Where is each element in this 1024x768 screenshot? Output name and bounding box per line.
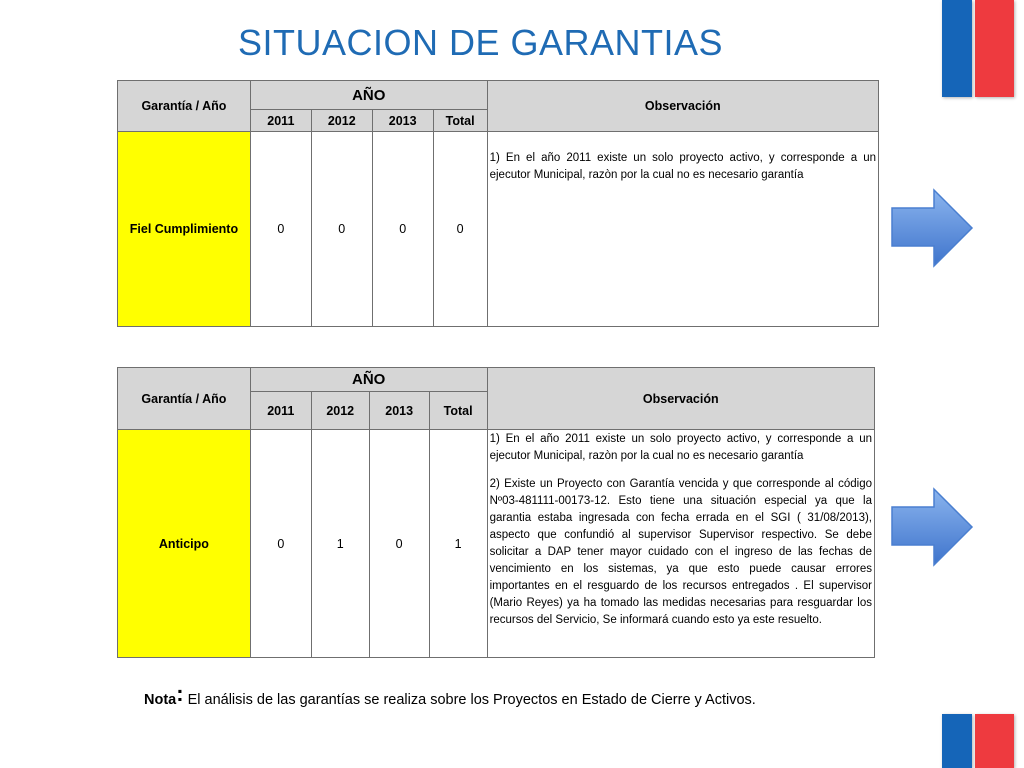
value-total: 0 [433,132,487,327]
observation-text: 1) En el año 2011 existe un solo proyecto activo, y corresponde a un ejecutor Municipal, razòn por la cual no es necesario garantía [489,152,876,181]
footnote [144,681,756,710]
value-2011: 0 [250,132,311,327]
footnote-colon: : [176,681,184,706]
value-2012: 1 [311,430,369,658]
right-arrow-icon [890,188,974,268]
observation-text-1: 1) En el año 2011 existe un solo proyecto activo, y corresponde a un ejecutor Municipal, razòn por la cual no es necesario garantía [489,433,872,462]
value-total: 1 [429,430,487,658]
column-header-ano: AÑO [250,368,487,392]
flag-red-stripe [975,0,1014,97]
column-header-observacion: Observación [487,81,878,132]
year-header-2012: 2012 [311,110,372,132]
table-row [118,430,875,658]
flag-logo-top [942,0,1014,97]
flag-red-stripe [975,714,1014,768]
value-2013: 0 [369,430,429,658]
value-2013: 0 [372,132,433,327]
year-header-2013: 2013 [372,110,433,132]
row-label: Anticipo [118,430,251,658]
guarantee-table-fiel-cumplimiento [117,80,879,327]
year-header-2011: 2011 [250,110,311,132]
column-header-garantia-ano: Garantía / Año [118,81,251,132]
footnote-label: Nota [144,692,177,708]
column-header-garantia-ano: Garantía / Año [118,368,251,430]
column-header-observacion: Observación [487,368,874,430]
observation-cell [487,430,874,658]
year-header-2013: 2013 [369,392,429,430]
value-2012: 0 [311,132,372,327]
year-header-total: Total [433,110,487,132]
flag-logo-bottom [942,714,1014,768]
observation-text-2: 2) Existe un Proyecto con Garantía vencida y que corresponde al código Nº03-481111-00173-12. Esto tiene una situación especial ya que la garantia estaba ingresada con fecha errada en el SGI ( 31/08/2013), aspecto que confundió al supervisor Supervisor respectivo. Se debe solicitar a DAP tener mayor cuidado con el ingreso de las fechas de vencimiento en los sistemas, ya que esto puede causar errores importantes en el resguardo de los recursos entregados . El supervisor (Mario Reyes) ya ha tomado las medidas necesarias para resguardar los recursos del Servicio, Se informará cuando esto ya este resuelto. [489,478,872,626]
year-header-2011: 2011 [250,392,311,430]
year-header-2012: 2012 [311,392,369,430]
guarantee-table-anticipo [117,367,875,658]
column-header-ano: AÑO [250,81,487,110]
footnote-text: El análisis de las garantías se realiza sobre los Proyectos en Estado de Cierre y Activos. [183,692,756,708]
observation-cell [487,132,878,327]
flag-blue-stripe [942,0,972,97]
page-title: SITUACION DE GARANTIAS [238,22,724,63]
table-row [118,132,879,327]
flag-blue-stripe [942,714,972,768]
right-arrow-icon [890,487,974,567]
row-label: Fiel Cumplimiento [118,132,251,327]
year-header-total: Total [429,392,487,430]
value-2011: 0 [250,430,311,658]
